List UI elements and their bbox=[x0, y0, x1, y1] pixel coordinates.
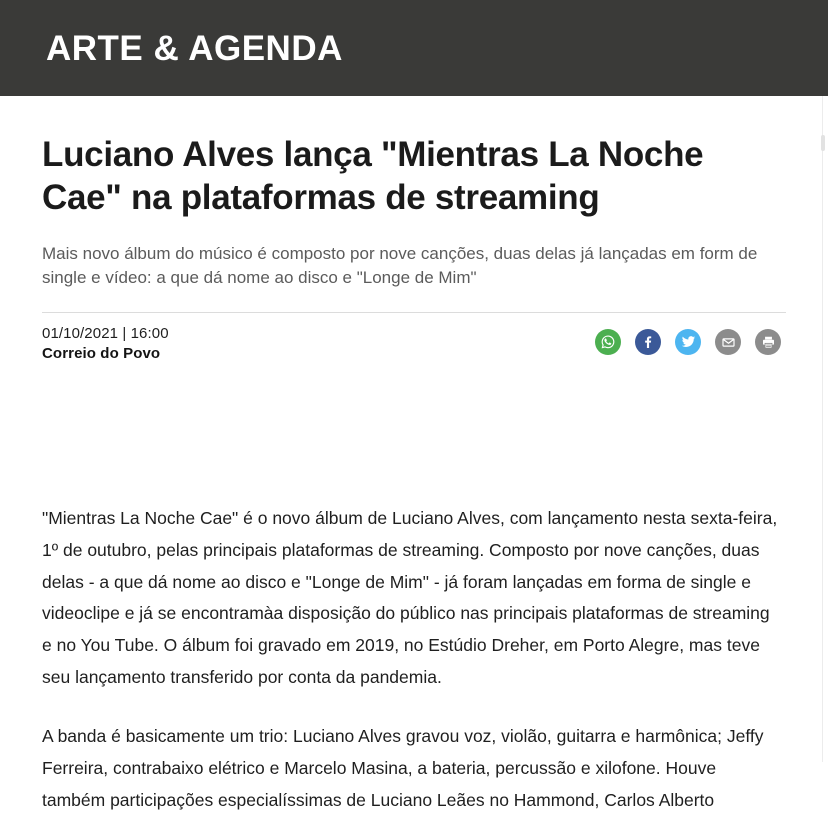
article-media-slot bbox=[42, 365, 786, 497]
share-email-button[interactable] bbox=[715, 329, 741, 355]
page-edge-rule bbox=[822, 96, 823, 762]
article-meta-row bbox=[42, 313, 786, 365]
byline bbox=[42, 324, 169, 365]
article-paragraph: A banda é basicamente um trio: Luciano Alves gravou voz, violão, guitarra e harmônica; Jeffy Ferreira, contrabaixo elétrico e Marcelo Masina, a bateria, percussão e xilofone. Houve também participações especialíssimas de Luciano Leães no Hammond, Carlos Alberto bbox=[42, 725, 764, 810]
article-deck: Mais novo álbum do músico é composto por nove canções, duas delas já lançadas em form de single e vídeo: a que dá nome ao disco e "Longe de Mim" bbox=[42, 243, 758, 287]
share-facebook-button[interactable] bbox=[635, 329, 661, 355]
share-twitter-button[interactable] bbox=[675, 329, 701, 355]
article-paragraph: "Mientras La Noche Cae" é o novo álbum de Luciano Alves, com lançamento nesta sexta-feira, 1º de outubro, pelas principais plataformas de streaming. Composto por nove canções, duas delas - a que dá nome ao disco e "Longe de Mim" - já foram lançadas em forma de single e videoclipe e já se encontramàa disposição do público nas principais plataformas de streaming e no You Tube. O álbum foi gravado em 2019, no Estúdio Dreher, em Porto Alegre, mas teve seu lançamento transferido por conta da pandemia. bbox=[42, 507, 778, 688]
share-print-button[interactable] bbox=[755, 329, 781, 355]
page-title: Luciano Alves lança "Mientras La Noche Cae" na plataformas de streaming bbox=[42, 135, 704, 218]
vertical-scrollbar-thumb[interactable] bbox=[821, 135, 825, 151]
envelope-icon bbox=[721, 335, 736, 350]
whatsapp-icon bbox=[600, 334, 616, 350]
share-whatsapp-button[interactable] bbox=[595, 329, 621, 355]
section-title: ARTE & AGENDA bbox=[46, 28, 343, 68]
publish-timestamp: 01/10/2021 | 16:00 bbox=[42, 325, 169, 343]
printer-icon bbox=[761, 335, 776, 350]
share-buttons bbox=[595, 324, 786, 355]
publication-source: Correio do Povo bbox=[42, 345, 161, 363]
article-container bbox=[0, 96, 828, 816]
facebook-icon bbox=[640, 334, 656, 350]
twitter-icon bbox=[680, 334, 696, 350]
article-body bbox=[42, 497, 786, 816]
section-header-bar bbox=[0, 0, 828, 96]
